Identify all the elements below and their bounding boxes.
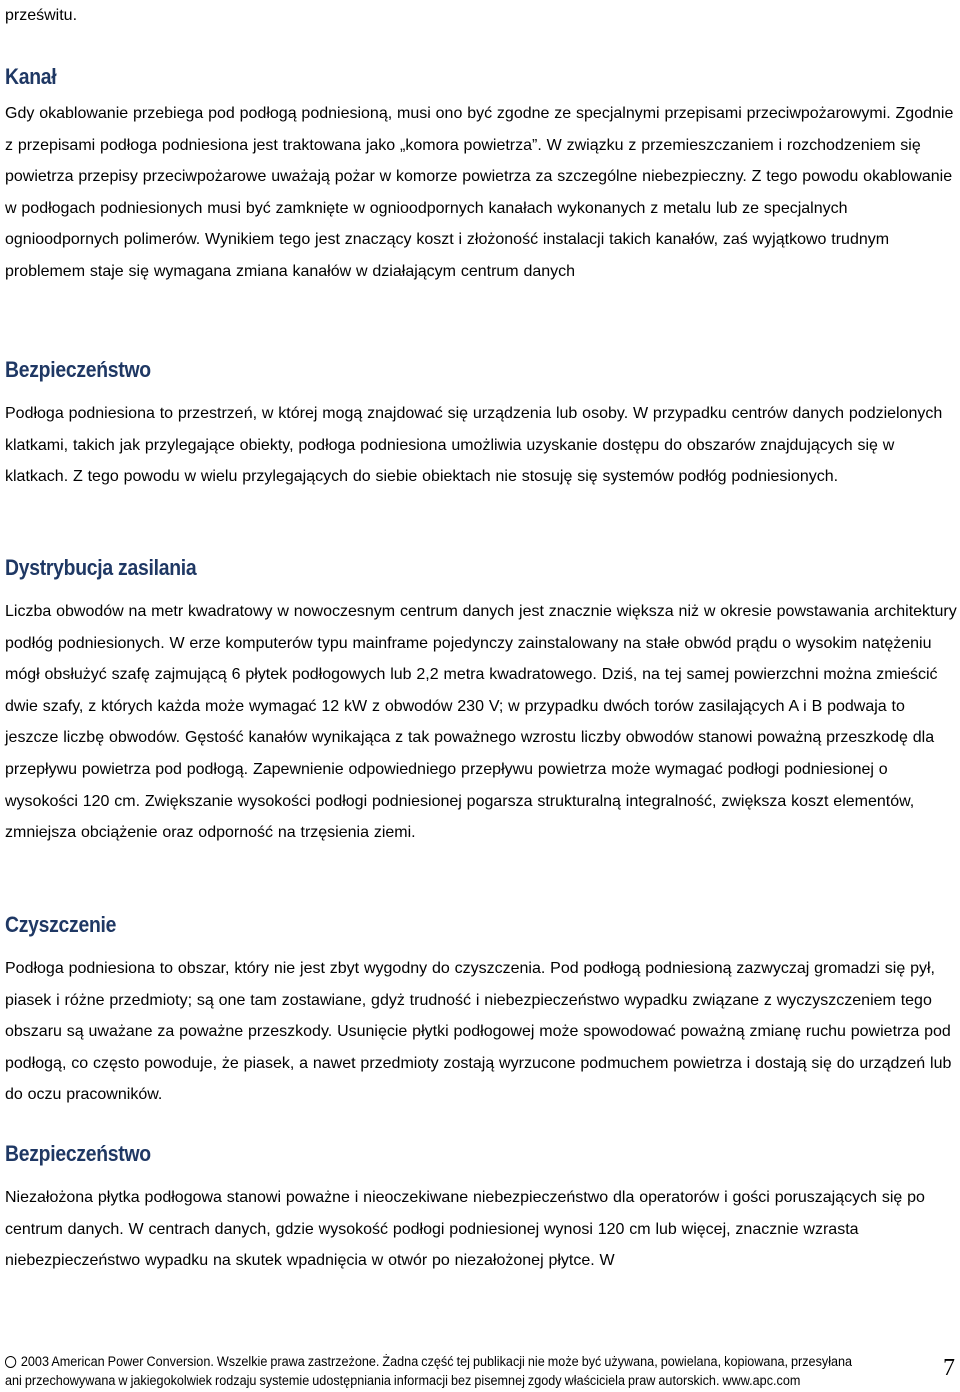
copyright-icon (5, 1356, 16, 1368)
page-number: 7 (943, 1355, 955, 1381)
section-bezpieczenstwo-2 (5, 1140, 957, 1277)
section-heading: Bezpieczeństwo (5, 357, 151, 382)
section-paragraph: Podłoga podniesiona to przestrzeń, w której mogą znajdować się urządzenia lub osoby. W przypadku centrów danych podzielonych klatkami, takich jak przylegające obiekty, podłoga podniesiona umożliwia uzyskanie dostępu do obszarów znajdujących się w klatkach. Z tego powodu w wielu przylegających do siebie obiektach nie stosuję się systemów podłóg podniesionych. (5, 405, 943, 486)
document-page (5, 0, 957, 1270)
section-paragraph: Gdy okablowanie przebiega pod podłogą podniesioną, musi ono być zgodne ze specjalnymi przepisami przeciwpożarowymi. Zgodnie z przepisami podłoga podniesiona jest traktowana jako „komora powietrza”. W związku z przemieszczaniem i rozchodzeniem się powietrza przepisy przeciwpożarowe uważają pożar w komorze powietrza za szczególne niebezpieczny. Z tego powodu okablowanie w podłogach podniesionych musi być zamknięte w ognioodpornych kanałach wykonanych z metalu lub ze specjalnych ognioodpornych polimerów. Wynikiem tego jest znaczący koszt i złożoność instalacji takich kanałów, zaś wyjątkowo trudnym problemem staje się wymagana zmiana kanałów w działającym centrum danych (5, 105, 954, 280)
page-footer (5, 1353, 955, 1390)
section-paragraph: Niezałożona płytka podłogowa stanowi poważne i nieoczekiwane niebezpieczeństwo dla operatorów i gości poruszających się po centrum danych. W centrach danych, gdzie wysokość podłogi podniesionej wynosi 120 cm lub więcej, znacznie wzrasta niebezpieczeństwo wypadku na skutek wpadnięcia w otwór po niezałożonej płytce. W (5, 1189, 925, 1270)
section-paragraph: Liczba obwodów na metr kwadratowy w nowoczesnym centrum danych jest znacznie większa niż w okresie powstawania architektury podłóg podniesionych. W erze komputerów typu mainframe pojedynczy zainstalowany na stałe obwód prądu o wysokim natężeniu mógł obsłużyć szafę zajmującą 6 płytek podłogowych lub 2,2 metra kwadratowego. Dziś, na tej samej powierzchni można zmieścić dwie szafy, z których każda może wymagać 12 kW z obwodów 230 V; w przypadku dwóch torów zasilających A i B podwaja to jeszcze liczbę obwodów. Gęstość kanałów wynikająca z tak poważnego wzrostu liczby obwodów stanowi poważną przeszkodę dla przepływu powietrza pod podłogą. Zapewnienie odpowiedniego przepływu powietrza może wymagać podłogi podniesionej o wysokości 120 cm. Zwiększanie wysokości podłogi podniesionej pogarsza strukturalną integralność, zwiększa koszt elementów, zmniejsza obciążenie oraz odporność na trzęsienia ziemi. (5, 603, 957, 842)
footer-copyright (5, 1353, 858, 1390)
section-heading: Dystrybucja zasilania (5, 555, 197, 580)
section-heading: Kanał (5, 64, 57, 89)
footer-line-1-text: 2003 American Power Conversion. Wszelkie prawa zastrzeżone. Żadna część tej publikacji nie może być używana, powielana, kopiowana, przesyłana (20, 1354, 853, 1369)
section-heading: Bezpieczeństwo (5, 1141, 151, 1166)
section-czyszczenie (5, 911, 957, 1111)
footer-line-2: ani przechowywana w jakiegokolwiek rodzaju systemie udostępniania informacji bez pisemnej zgody właściciela praw autorskich. www.apc.com (5, 1372, 801, 1388)
section-paragraph: Podłoga podniesiona to obszar, który nie jest zbyt wygodny do czyszczenia. Pod podłogą podniesioną zazwyczaj gromadzi się pył, piasek i różne przedmioty; są one tam zostawiane, gdyż trudność i niebezpieczeństwo wypadku związane z wyczyszczeniem tego obszaru są uważane za poważne przeszkody. Usunięcie płytki podłogowej może spowodować poważną zmianę ruchu powietrza pod podłogą, co często powoduje, że piasek, a nawet przedmioty zostają wyrzucone podmuchem powietrza i dostają się do urządzeń lub do oczu pracowników. (5, 960, 952, 1104)
section-heading: Czyszczenie (5, 912, 117, 937)
section-bezpieczenstwo-1 (5, 356, 957, 493)
continued-text: prześwitu. (5, 7, 78, 24)
section-dystrybucja-zasilania (5, 554, 957, 849)
footer-line-1 (5, 1353, 858, 1372)
section-kanal (5, 63, 957, 288)
